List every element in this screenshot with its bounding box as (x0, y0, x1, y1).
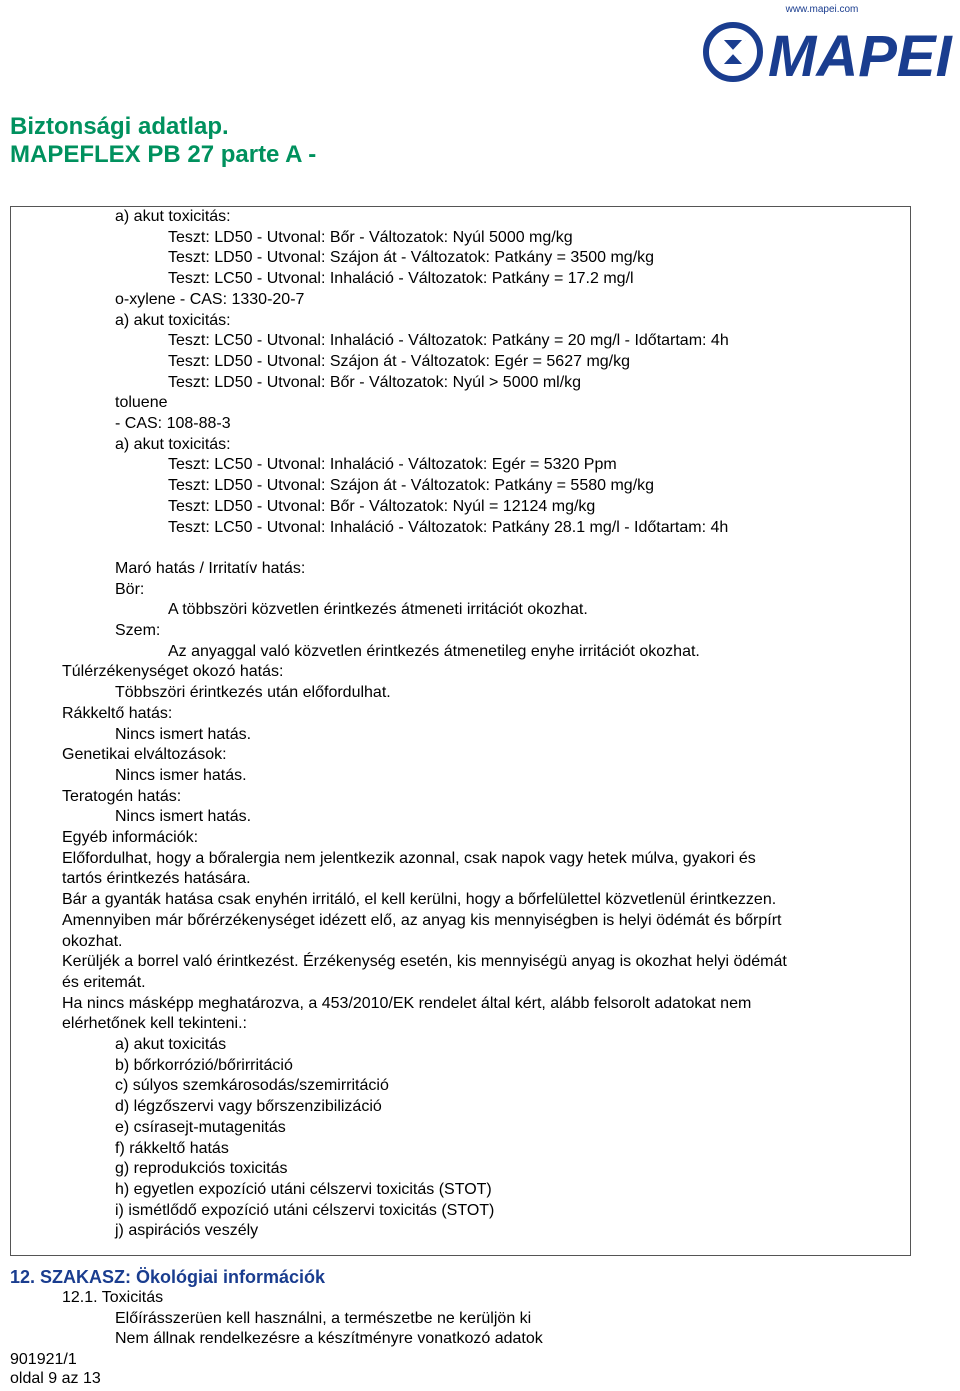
content-line: e) csírasejt-mutagenitás (115, 1119, 286, 1136)
content-line: i) ismétlődő expozíció utáni célszervi toxicitás (STOT) (115, 1202, 495, 1219)
content-line: Teszt: LD50 - Utvonal: Szájon át - Változatok: Patkány = 5580 mg/kg (168, 477, 655, 494)
content-line: Túlérzékenységet okozó hatás: (62, 663, 284, 680)
mapei-logo-graphic (700, 18, 955, 88)
content-line: A többszöri közvetlen érintkezés átmeneti irritációt okozhat. (168, 601, 588, 618)
content-line: Az anyaggal való közvetlen érintkezés átmenetileg enyhe irritációt okozhat. (168, 643, 700, 660)
content-line: és eritemát. (62, 974, 146, 991)
content-line: h) egyetlen expozíció utáni célszervi toxicitás (STOT) (115, 1181, 492, 1198)
content-line: Bör: (115, 581, 145, 598)
content-line: a) akut toxicitás (115, 1036, 227, 1053)
section-12-1-subheading: 12.1. Toxicitás (62, 1289, 164, 1306)
document-title: Biztonsági adatlap. (10, 113, 229, 140)
page-number: oldal 9 az 13 (10, 1370, 101, 1387)
content-line: Teszt: LC50 - Utvonal: Inhaláció - Változatok: Egér = 5320 Ppm (168, 456, 617, 473)
content-line: Teszt: LC50 - Utvonal: Inhaláció - Változatok: Patkány = 17.2 mg/l (168, 270, 634, 287)
content-line: a) akut toxicitás: (115, 208, 231, 225)
content-line: c) súlyos szemkárosodás/szemirritáció (115, 1077, 389, 1094)
content-line: Egyéb információk: (62, 829, 199, 846)
content-line: Szem: (115, 622, 161, 639)
section-12-1-line-2: Nem állnak rendelkezésre a készítményre vonatkozó adatok (115, 1330, 543, 1347)
content-line: Teszt: LD50 - Utvonal: Bőr - Változatok: Nyúl = 12124 mg/kg (168, 498, 596, 515)
content-line: Ha nincs másképp meghatározva, a 453/2010/EK rendelet által kért, alább felsorolt adatokat nem (62, 995, 752, 1012)
content-line: toluene (115, 394, 168, 411)
content-line: o-xylene - CAS: 1330-20-7 (115, 291, 305, 308)
content-line: Teszt: LD50 - Utvonal: Szájon át - Változatok: Patkány = 3500 mg/kg (168, 249, 655, 266)
logo-wordmark: MAPEI (768, 24, 952, 88)
content-line: - CAS: 108-88-3 (115, 415, 231, 432)
content-line: a) akut toxicitás: (115, 436, 231, 453)
content-line: tartós érintkezés hatására. (62, 870, 251, 887)
content-line: elérhetőnek kell tekinteni.: (62, 1015, 247, 1032)
content-line: g) reprodukciós toxicitás (115, 1160, 288, 1177)
section-12-heading: 12. SZAKASZ: Ökológiai információk (10, 1267, 326, 1287)
content-line: Nincs ismert hatás. (115, 808, 252, 825)
content-line: f) rákkeltő hatás (115, 1140, 229, 1157)
content-line: Teratogén hatás: (62, 788, 182, 805)
content-line: Kerüljék a borrel való érintkezést. Érzékenység esetén, kis mennyiségü anyag is okozhat helyi ödémát (62, 953, 787, 970)
content-line: b) bőrkorrózió/bőrirritáció (115, 1057, 293, 1074)
content-line: j) aspirációs veszély (115, 1222, 259, 1239)
content-line: a) akut toxicitás: (115, 312, 231, 329)
product-title: MAPEFLEX PB 27 parte A - (10, 141, 317, 168)
content-line: Teszt: LD50 - Utvonal: Szájon át - Változatok: Egér = 5627 mg/kg (168, 353, 631, 370)
section-12-1-line-1: Előírásszerüen kell használni, a természetbe ne kerüljön ki (115, 1310, 532, 1327)
content-line: Bár a gyanták hatása csak enyhén irritáló, el kell kerülni, hogy a bőrfelülettel közvetlenül érintkezzen. (62, 891, 777, 908)
content-line: Többszöri érintkezés után előfordulhat. (115, 684, 391, 701)
content-line: Teszt: LD50 - Utvonal: Bőr - Változatok: Nyúl 5000 mg/kg (168, 229, 573, 246)
document-code: 901921/1 (10, 1351, 77, 1368)
content-line: d) légzőszervi vagy bőrszenzibilizáció (115, 1098, 382, 1115)
content-line: Teszt: LD50 - Utvonal: Bőr - Változatok: Nyúl > 5000 ml/kg (168, 374, 582, 391)
content-line: Genetikai elváltozások: (62, 746, 227, 763)
content-line: Előfordulhat, hogy a bőralergia nem jelentkezik azonnal, csak napok vagy hetek múlva, gyakori és (62, 850, 756, 867)
content-line: Nincs ismer hatás. (115, 767, 247, 784)
content-line: Nincs ismert hatás. (115, 726, 252, 743)
content-line: okozhat. (62, 933, 123, 950)
content-line: Maró hatás / Irritatív hatás: (115, 560, 306, 577)
mapei-logo (700, 18, 955, 88)
content-line: Amennyiben már bőrérzékenységet idézett elő, az anyag kis mennyiségben is helyi ödémát és bőrpírt (62, 912, 782, 929)
content-line: Teszt: LC50 - Utvonal: Inhaláció - Változatok: Patkány 28.1 mg/l - Időtartam: 4h (168, 519, 729, 536)
content-line: Rákkeltő hatás: (62, 705, 173, 722)
website-url: www.mapei.com (785, 4, 859, 15)
content-line: Teszt: LC50 - Utvonal: Inhaláció - Változatok: Patkány = 20 mg/l - Időtartam: 4h (168, 332, 729, 349)
